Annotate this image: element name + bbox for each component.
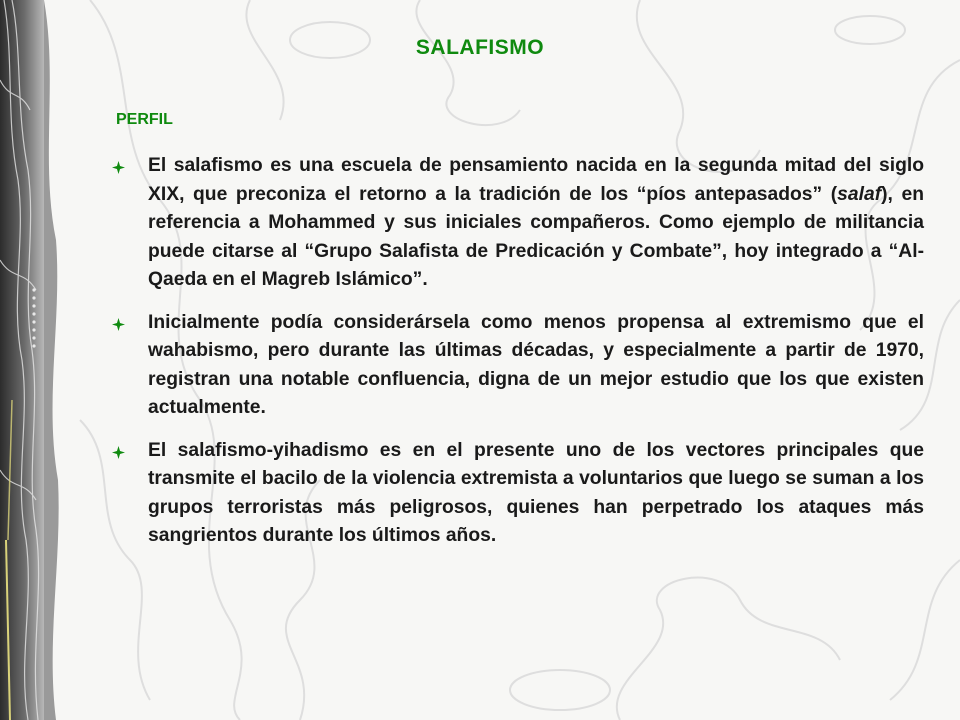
bullet-item: [112, 309, 924, 423]
map-strip-decoration: [0, 0, 62, 720]
bullet-list: [112, 152, 924, 565]
diamond-bullet-icon: [112, 446, 125, 459]
diamond-bullet-icon: [112, 161, 125, 174]
bullet-text: Inicialmente podía considerársela como menos propensa al extremismo que el wahabismo, pero durante las últimas décadas, y especialmente a partir de 1970, registran una notable confluencia, digna de un mejor estudio que los que existen actualmente.: [148, 311, 924, 418]
section-label: PERFIL: [116, 111, 173, 128]
bullet-text-part: ), en referencia a Mohammed y sus iniciales compañeros. Como ejemplo de militancia puede citarse al “Grupo Salafista de Predicación y Combate”, hoy integrado a “Al-Qaeda en el Magreb Islámico”.: [148, 183, 924, 290]
bullet-item: [112, 152, 924, 295]
bullet-item: [112, 437, 924, 551]
slide-title: SALAFISMO: [415, 36, 545, 59]
bullet-text: [148, 152, 924, 295]
bullet-emphasis: salaf: [837, 183, 882, 205]
bullet-text: El salafismo-yihadismo es en el presente uno de los vectores principales que transmite el bacilo de la violencia extremista a voluntarios que luego se suman a los grupos terroristas más peligrosos, quienes han perpetrado los ataques más sangrientos durante los últimos años.: [148, 439, 924, 546]
bullet-text-part: El salafismo es una escuela de pensamiento nacida en la segunda mitad del siglo XIX, que preconiza el retorno a la tradición de los “píos antepasados” (: [148, 155, 924, 205]
diamond-bullet-icon: [112, 318, 125, 331]
